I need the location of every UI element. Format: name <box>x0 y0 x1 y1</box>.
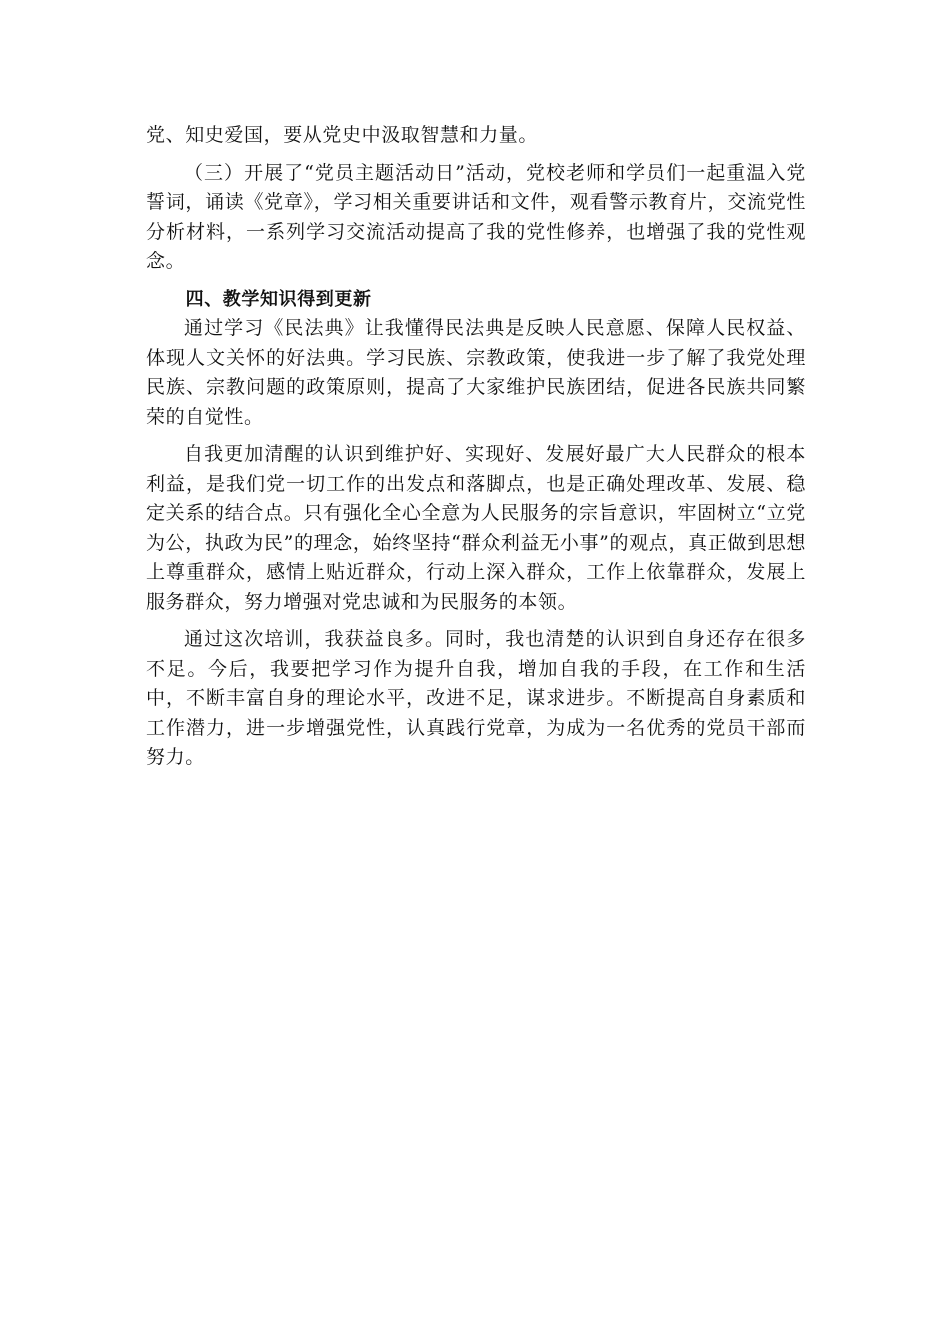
paragraph-conclusion: 通过这次培训，我获益良多。同时，我也清楚的认识到自身还存在很多不足。今后，我要把学习作为提升自我，增加自我的手段，在工作和生活中，不断丰富自身的理论水平，改进不足，谋求进步。不断提高自身素质和工作潜力，进一步增强党性，认真践行党章，为成为一名优秀的党员干部而努力。 <box>146 628 806 768</box>
paragraph-civil-code: 通过学习《民法典》让我懂得民法典是反映人民意愿、保障人民权益、体现人文关怀的好法典。学习民族、宗教政策，使我进一步了解了我党处理民族、宗教问题的政策原则，提高了大家维护民族团结，促进各民族共同繁荣的自觉性。 <box>146 317 806 428</box>
section-heading-4: 四、教学知识得到更新 <box>185 288 372 310</box>
paragraph-continuation: 党、知史爱国，要从党史中汲取智慧和力量。 <box>146 124 539 146</box>
paragraph-activity-day: （三）开展了“党员主题活动日”活动，党校老师和学员们一起重温入党誓词，诵读《党章》，学习相关重要讲话和文件，观看警示教育片，交流党性分析材料，一系列学习交流活动提高了我的党性修养，也增强了我的党性观念。 <box>146 161 806 272</box>
paragraph-people-interest: 自我更加清醒的认识到维护好、实现好、发展好最广大人民群众的根本利益，是我们党一切工作的出发点和落脚点，也是正确处理改革、发展、稳定关系的结合点。只有强化全心全意为人民服务的宗旨意识，牢固树立“立党为公，执政为民”的理念，始终坚持“群众利益无小事”的观点，真正做到思想上尊重群众，感情上贴近群众，行动上深入群众，工作上依靠群众，发展上服务群众，努力增强对党忠诚和为民服务的本领。 <box>146 443 806 613</box>
document-page <box>146 121 806 773</box>
